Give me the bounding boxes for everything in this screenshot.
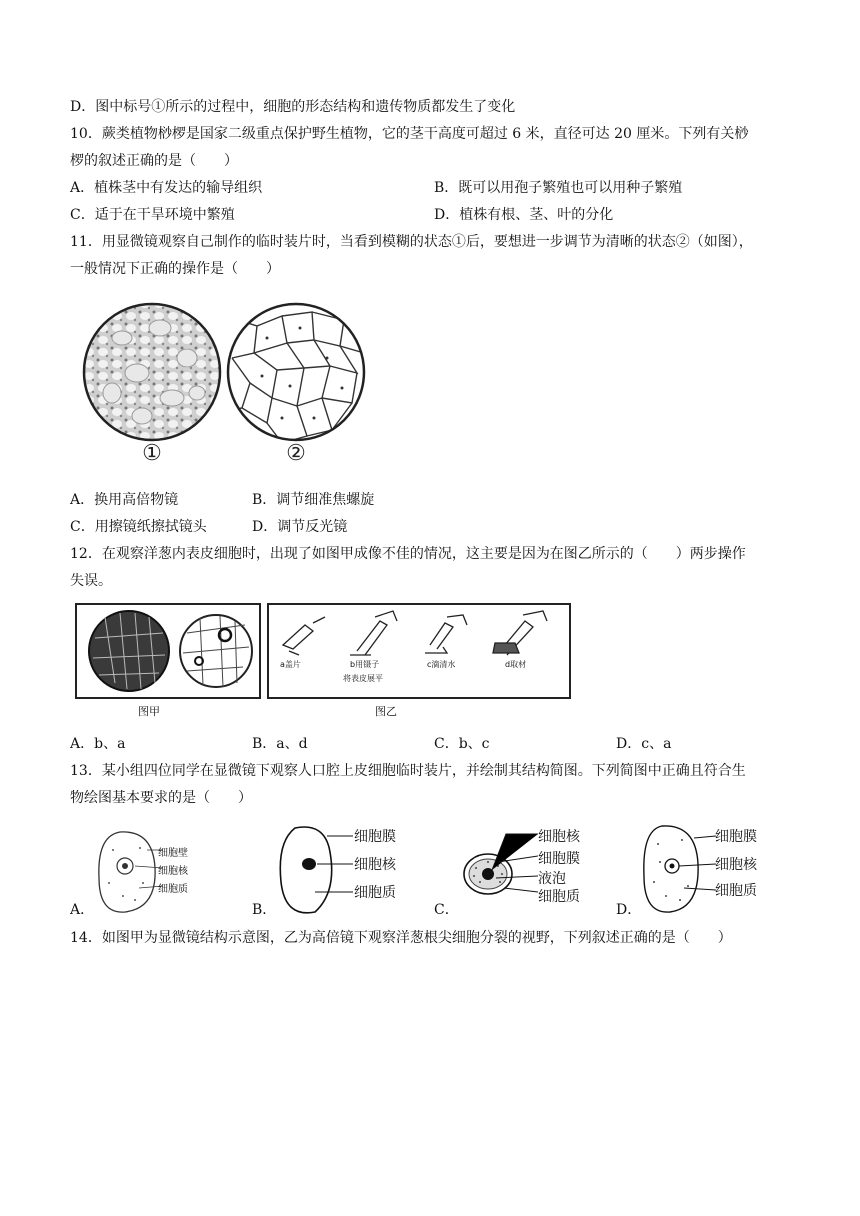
step-a-label: a盖片: [280, 660, 301, 669]
q12-figure: [75, 603, 571, 719]
fig-label-2: ②: [286, 441, 306, 466]
q11-stem-line1: 11．用显微镜观察自己制作的临时装片时，当看到模糊的状态①后，要想进一步调节为清晰的状态②（如图），: [70, 234, 753, 250]
q13-option-b-label: B．: [252, 902, 277, 918]
q10-stem-line2: 椤的叙述正确的是（ ）: [70, 153, 238, 169]
q11-option-a: A．换用高倍物镜: [70, 492, 179, 508]
step-b-label-2: 将表皮展平: [343, 674, 383, 683]
q13-cell-diagram-d: [640, 822, 716, 918]
q10-option-c: C．适于在干旱环境中繁殖: [70, 207, 235, 223]
q14-stem-line1: 14．如图甲为显微镜结构示意图，乙为高倍镜下观察洋葱根尖细胞分裂的视野，下列叙述正确的是（ ）: [70, 930, 732, 946]
blurry-view-circle: [84, 304, 220, 440]
q12-option-d: D．c、a: [616, 736, 672, 752]
a-part-1: 细胞壁: [158, 848, 188, 859]
q10-stem-line1: 10．蕨类植物桫椤是国家二级重点保护野生植物，它的茎干高度可超过 6 米，直径可达 20 厘米。下列有关桫: [70, 126, 749, 142]
q11-option-b: B．调节细准焦螺旋: [252, 492, 375, 508]
q10-option-d: D．植株有根、茎、叶的分化: [434, 207, 614, 223]
a-part-2: 细胞核: [158, 866, 188, 877]
q13-stem-line1: 13．某小组四位同学在显微镜下观察人口腔上皮细胞临时装片，并绘制其结构简图。下列简图中正确且符合生: [70, 763, 746, 779]
c-part-2: 细胞膜: [538, 851, 580, 867]
a-part-3: 细胞质: [158, 884, 188, 895]
b-part-1: 细胞膜: [354, 829, 396, 845]
fig-label-1: ①: [142, 441, 162, 466]
q11-microscope-views-figure: [82, 298, 372, 468]
q12-option-a: A．b、a: [70, 736, 126, 752]
q13-option-a-label: A．: [70, 902, 95, 918]
fig-jia-caption: 图甲: [138, 705, 160, 718]
d-part-3: 细胞质: [715, 883, 757, 899]
fig-yi-caption: 图乙: [375, 705, 397, 718]
q13-cell-diagram-a: [95, 828, 165, 918]
step-b-label-1: b用镊子: [350, 660, 380, 669]
q9-option-d: D．图中标号①所示的过程中，细胞的形态结构和遗传物质都发生了变化: [70, 99, 516, 115]
q13-cell-diagram-b: [275, 822, 355, 922]
q13-stem-line2: 物绘图基本要求的是（ ）: [70, 790, 252, 806]
q12-figure-drawing: [75, 603, 571, 719]
c-part-3: 液泡: [538, 871, 566, 887]
d-part-2: 细胞核: [715, 857, 757, 873]
q11-stem-line2: 一般情况下正确的操作是（ ）: [70, 261, 280, 277]
q13-option-d-label: D．: [616, 902, 642, 918]
step-d-label: d取材: [505, 660, 527, 669]
q13-option-c-label: C．: [434, 902, 459, 918]
clear-view-circle: [228, 304, 364, 443]
b-part-2: 细胞核: [354, 857, 396, 873]
c-part-1: 细胞核: [538, 829, 580, 845]
step-c-label: c滴清水: [427, 660, 456, 669]
q11-option-c: C．用擦镜纸擦拭镜头: [70, 519, 207, 535]
d-part-1: 细胞膜: [715, 829, 757, 845]
b-part-3: 细胞质: [354, 885, 396, 901]
c-part-4: 细胞质: [538, 889, 580, 905]
q12-stem-line2: 失误。: [70, 573, 112, 589]
q12-option-c: C．b、c: [434, 736, 490, 752]
q11-option-d: D．调节反光镜: [252, 519, 348, 535]
q12-option-b: B．a、d: [252, 736, 308, 752]
q10-option-a: A．植株茎中有发达的输导组织: [70, 180, 263, 196]
q10-option-b: B．既可以用孢子繁殖也可以用种子繁殖: [434, 180, 683, 196]
q12-stem-line1: 12．在观察洋葱内表皮细胞时，出现了如图甲成像不佳的情况，这主要是因为在图乙所示的（ ）两步操作: [70, 546, 746, 562]
q13-cell-diagram-c: [458, 826, 538, 902]
